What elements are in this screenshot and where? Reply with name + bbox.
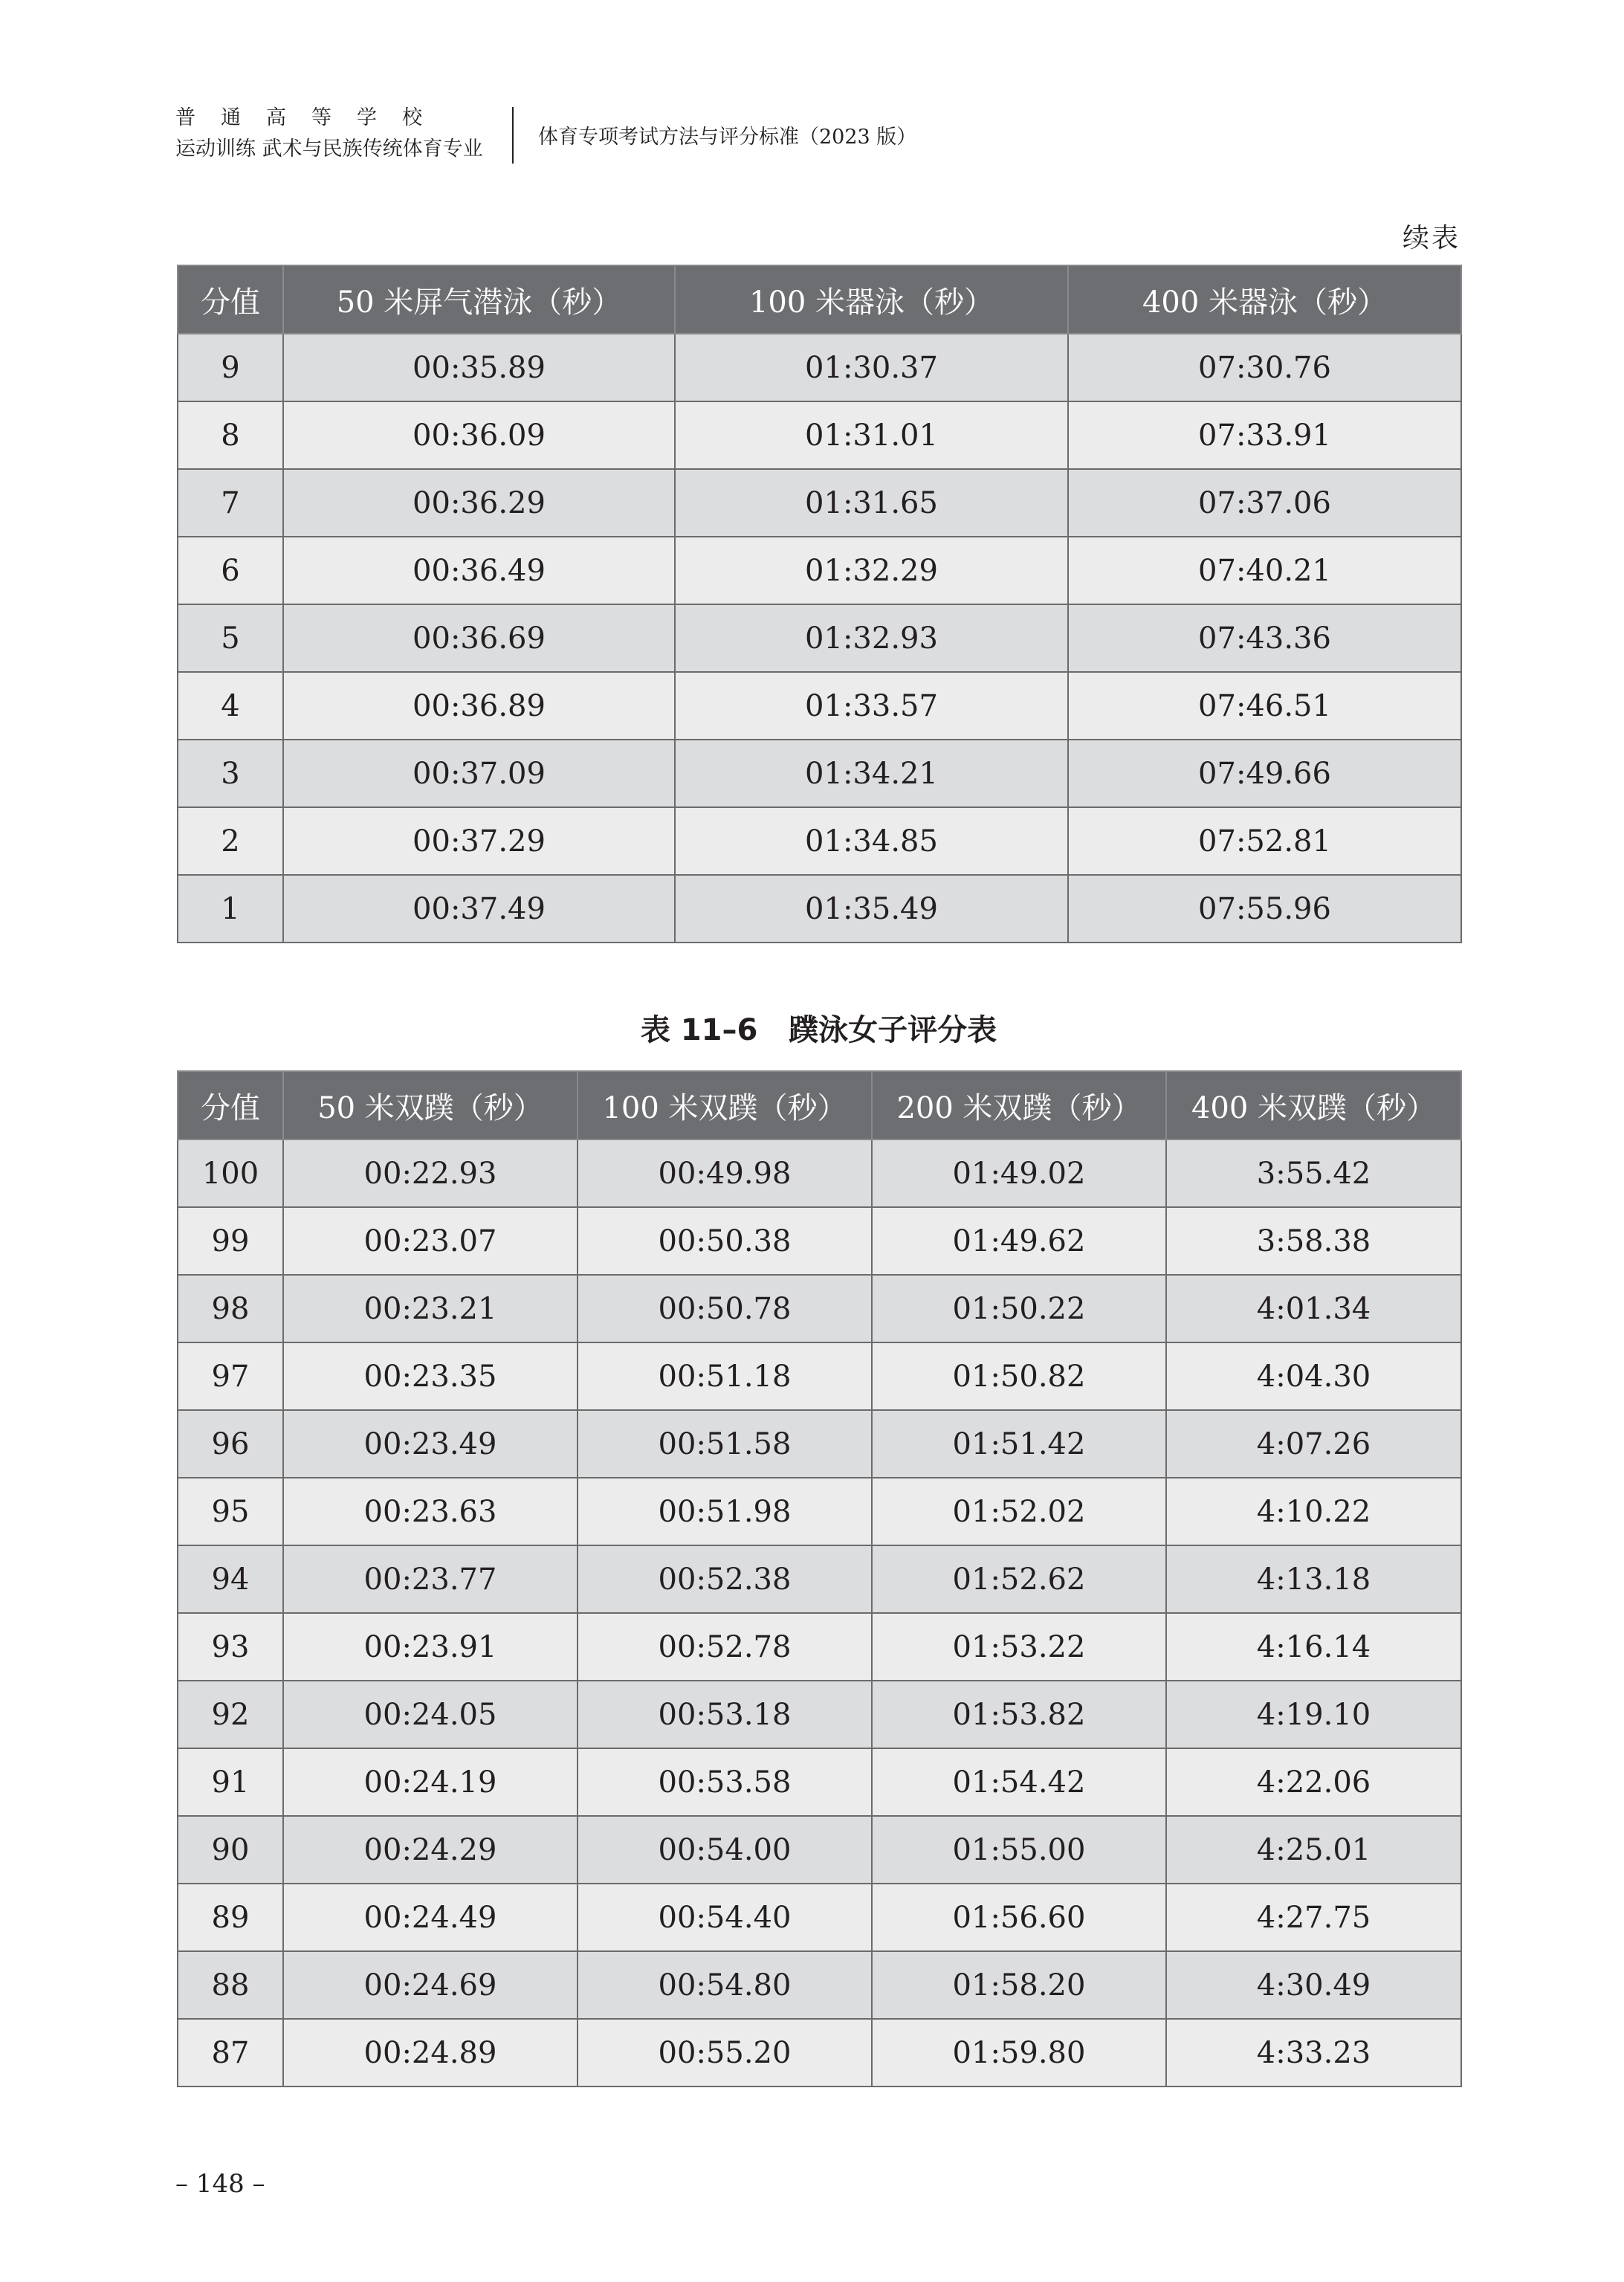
time-cell: 00:23.91 bbox=[283, 1613, 578, 1681]
time-cell: 01:33.57 bbox=[675, 672, 1068, 740]
table-row bbox=[178, 1951, 1461, 2019]
time-cell: 01:55.00 bbox=[872, 1816, 1166, 1884]
score-cell: 90 bbox=[178, 1816, 283, 1884]
time-cell: 07:49.66 bbox=[1068, 740, 1461, 807]
column-header: 100 米双蹼（秒） bbox=[578, 1071, 872, 1140]
column-header: 400 米器泳（秒） bbox=[1068, 265, 1461, 334]
time-cell: 00:50.78 bbox=[578, 1275, 872, 1342]
header-left bbox=[175, 104, 502, 165]
score-cell: 97 bbox=[178, 1342, 283, 1410]
time-cell: 00:36.49 bbox=[283, 537, 675, 604]
table-row bbox=[178, 1275, 1461, 1342]
time-cell: 00:51.98 bbox=[578, 1478, 872, 1545]
column-header: 400 米双蹼（秒） bbox=[1166, 1071, 1461, 1140]
table-header-row bbox=[178, 1071, 1461, 1140]
table-row bbox=[178, 1681, 1461, 1748]
time-cell: 00:35.89 bbox=[283, 334, 675, 401]
table-row bbox=[178, 1545, 1461, 1613]
score-cell: 92 bbox=[178, 1681, 283, 1748]
time-cell: 00:23.07 bbox=[283, 1207, 578, 1275]
time-cell: 4:19.10 bbox=[1166, 1681, 1461, 1748]
time-cell: 00:24.49 bbox=[283, 1884, 578, 1951]
time-cell: 01:51.42 bbox=[872, 1410, 1166, 1478]
table-row bbox=[178, 604, 1461, 672]
time-cell: 01:30.37 bbox=[675, 334, 1068, 401]
time-cell: 07:55.96 bbox=[1068, 875, 1461, 943]
time-cell: 00:23.77 bbox=[283, 1545, 578, 1613]
score-cell: 94 bbox=[178, 1545, 283, 1613]
time-cell: 01:53.82 bbox=[872, 1681, 1166, 1748]
score-cell: 2 bbox=[178, 807, 283, 875]
header-major: 运动训练 武术与民族传统体育专业 bbox=[175, 138, 483, 161]
time-cell: 00:51.18 bbox=[578, 1342, 872, 1410]
time-cell: 4:27.75 bbox=[1166, 1884, 1461, 1951]
time-cell: 07:43.36 bbox=[1068, 604, 1461, 672]
time-cell: 01:32.93 bbox=[675, 604, 1068, 672]
time-cell: 00:50.38 bbox=[578, 1207, 872, 1275]
time-cell: 00:37.49 bbox=[283, 875, 675, 943]
score-cell: 93 bbox=[178, 1613, 283, 1681]
table-row bbox=[178, 469, 1461, 537]
table-row bbox=[178, 1884, 1461, 1951]
time-cell: 00:37.09 bbox=[283, 740, 675, 807]
time-cell: 00:54.00 bbox=[578, 1816, 872, 1884]
time-cell: 00:23.49 bbox=[283, 1410, 578, 1478]
time-cell: 4:25.01 bbox=[1166, 1816, 1461, 1884]
table-row bbox=[178, 672, 1461, 740]
time-cell: 00:24.29 bbox=[283, 1816, 578, 1884]
time-cell: 00:23.35 bbox=[283, 1342, 578, 1410]
score-cell: 98 bbox=[178, 1275, 283, 1342]
table-row bbox=[178, 875, 1461, 943]
time-cell: 4:30.49 bbox=[1166, 1951, 1461, 2019]
table-row bbox=[178, 1140, 1461, 1207]
time-cell: 01:59.80 bbox=[872, 2019, 1166, 2087]
column-header: 分值 bbox=[178, 1071, 283, 1140]
time-cell: 07:30.76 bbox=[1068, 334, 1461, 401]
time-cell: 00:36.89 bbox=[283, 672, 675, 740]
score-cell: 95 bbox=[178, 1478, 283, 1545]
time-cell: 01:32.29 bbox=[675, 537, 1068, 604]
table-row bbox=[178, 1748, 1461, 1816]
header-book-title: 体育专项考试方法与评分标准（2023 版） bbox=[538, 126, 917, 149]
time-cell: 01:35.49 bbox=[675, 875, 1068, 943]
time-cell: 00:24.19 bbox=[283, 1748, 578, 1816]
table-continued bbox=[177, 265, 1462, 943]
time-cell: 07:46.51 bbox=[1068, 672, 1461, 740]
time-cell: 4:01.34 bbox=[1166, 1275, 1461, 1342]
score-cell: 91 bbox=[178, 1748, 283, 1816]
table-row bbox=[178, 740, 1461, 807]
time-cell: 00:51.58 bbox=[578, 1410, 872, 1478]
time-cell: 07:33.91 bbox=[1068, 401, 1461, 469]
table-row bbox=[178, 401, 1461, 469]
score-cell: 89 bbox=[178, 1884, 283, 1951]
score-cell: 99 bbox=[178, 1207, 283, 1275]
time-cell: 01:53.22 bbox=[872, 1613, 1166, 1681]
time-cell: 00:54.40 bbox=[578, 1884, 872, 1951]
header-divider bbox=[512, 107, 514, 164]
table-row bbox=[178, 1342, 1461, 1410]
header-school: 普通高等学校 bbox=[175, 106, 447, 129]
time-cell: 07:37.06 bbox=[1068, 469, 1461, 537]
score-cell: 4 bbox=[178, 672, 283, 740]
page-number: – 148 – bbox=[175, 2169, 265, 2199]
time-cell: 4:04.30 bbox=[1166, 1342, 1461, 1410]
time-cell: 07:52.81 bbox=[1068, 807, 1461, 875]
time-cell: 01:34.21 bbox=[675, 740, 1068, 807]
time-cell: 07:40.21 bbox=[1068, 537, 1461, 604]
time-cell: 00:24.89 bbox=[283, 2019, 578, 2087]
time-cell: 01:50.82 bbox=[872, 1342, 1166, 1410]
time-cell: 01:49.02 bbox=[872, 1140, 1166, 1207]
time-cell: 4:10.22 bbox=[1166, 1478, 1461, 1545]
score-cell: 88 bbox=[178, 1951, 283, 2019]
time-cell: 00:36.09 bbox=[283, 401, 675, 469]
time-cell: 4:07.26 bbox=[1166, 1410, 1461, 1478]
page-header bbox=[175, 104, 1513, 167]
column-header: 分值 bbox=[178, 265, 283, 334]
time-cell: 00:53.18 bbox=[578, 1681, 872, 1748]
table-row bbox=[178, 537, 1461, 604]
column-header: 50 米屏气潜泳（秒） bbox=[283, 265, 675, 334]
score-cell: 7 bbox=[178, 469, 283, 537]
time-cell: 4:13.18 bbox=[1166, 1545, 1461, 1613]
table-caption: 表 11–6 蹼泳女子评分表 bbox=[640, 1013, 997, 1047]
score-cell: 1 bbox=[178, 875, 283, 943]
column-header: 100 米器泳（秒） bbox=[675, 265, 1068, 334]
time-cell: 00:36.29 bbox=[283, 469, 675, 537]
table-row bbox=[178, 1478, 1461, 1545]
time-cell: 00:24.05 bbox=[283, 1681, 578, 1748]
time-cell: 01:56.60 bbox=[872, 1884, 1166, 1951]
time-cell: 00:55.20 bbox=[578, 2019, 872, 2087]
score-cell: 96 bbox=[178, 1410, 283, 1478]
time-cell: 01:31.65 bbox=[675, 469, 1068, 537]
time-cell: 01:34.85 bbox=[675, 807, 1068, 875]
time-cell: 4:33.23 bbox=[1166, 2019, 1461, 2087]
column-header: 200 米双蹼（秒） bbox=[872, 1071, 1166, 1140]
score-cell: 6 bbox=[178, 537, 283, 604]
score-cell: 100 bbox=[178, 1140, 283, 1207]
time-cell: 00:23.21 bbox=[283, 1275, 578, 1342]
time-cell: 00:37.29 bbox=[283, 807, 675, 875]
score-cell: 9 bbox=[178, 334, 283, 401]
table-butterfly-women bbox=[177, 1070, 1462, 2087]
time-cell: 01:49.62 bbox=[872, 1207, 1166, 1275]
time-cell: 01:52.62 bbox=[872, 1545, 1166, 1613]
time-cell: 00:53.58 bbox=[578, 1748, 872, 1816]
time-cell: 00:24.69 bbox=[283, 1951, 578, 2019]
time-cell: 01:31.01 bbox=[675, 401, 1068, 469]
column-header: 50 米双蹼（秒） bbox=[283, 1071, 578, 1140]
time-cell: 3:55.42 bbox=[1166, 1140, 1461, 1207]
score-cell: 8 bbox=[178, 401, 283, 469]
score-cell: 3 bbox=[178, 740, 283, 807]
table-header-row bbox=[178, 265, 1461, 334]
table-row bbox=[178, 1410, 1461, 1478]
time-cell: 3:58.38 bbox=[1166, 1207, 1461, 1275]
table-row bbox=[178, 807, 1461, 875]
time-cell: 00:36.69 bbox=[283, 604, 675, 672]
time-cell: 01:58.20 bbox=[872, 1951, 1166, 2019]
time-cell: 01:54.42 bbox=[872, 1748, 1166, 1816]
time-cell: 01:52.02 bbox=[872, 1478, 1166, 1545]
time-cell: 00:52.38 bbox=[578, 1545, 872, 1613]
time-cell: 00:52.78 bbox=[578, 1613, 872, 1681]
time-cell: 4:16.14 bbox=[1166, 1613, 1461, 1681]
score-cell: 5 bbox=[178, 604, 283, 672]
continuation-label: 续表 bbox=[1402, 223, 1460, 253]
time-cell: 4:22.06 bbox=[1166, 1748, 1461, 1816]
time-cell: 00:49.98 bbox=[578, 1140, 872, 1207]
time-cell: 00:54.80 bbox=[578, 1951, 872, 2019]
table-row bbox=[178, 2019, 1461, 2087]
score-cell: 87 bbox=[178, 2019, 283, 2087]
table-row bbox=[178, 1816, 1461, 1884]
table-row bbox=[178, 1613, 1461, 1681]
time-cell: 00:22.93 bbox=[283, 1140, 578, 1207]
table-row bbox=[178, 1207, 1461, 1275]
time-cell: 00:23.63 bbox=[283, 1478, 578, 1545]
table-row bbox=[178, 334, 1461, 401]
time-cell: 01:50.22 bbox=[872, 1275, 1166, 1342]
